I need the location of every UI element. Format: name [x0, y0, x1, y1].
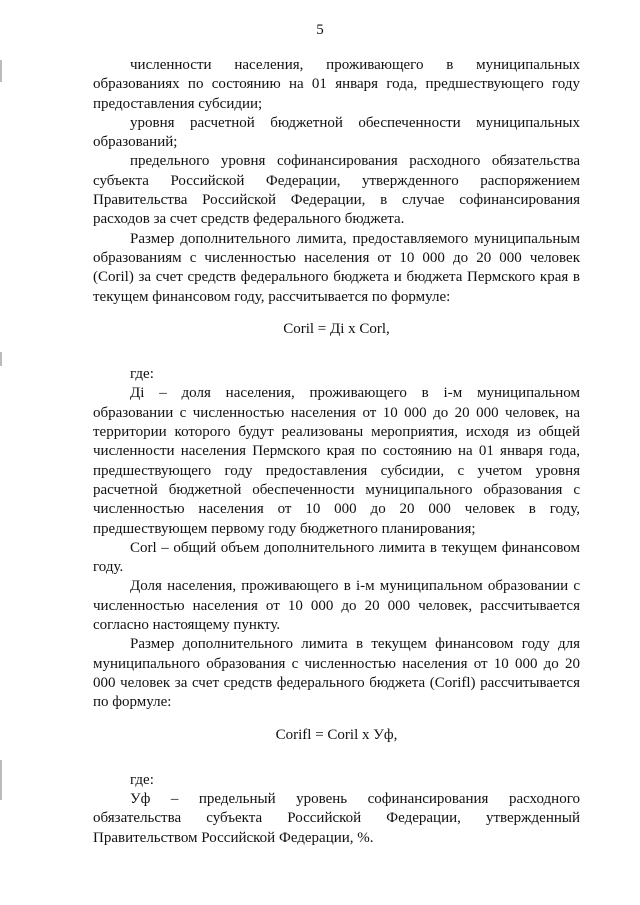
paragraph-budget-level: уровня расчетной бюджетной обеспеченности муниципальных образований; [93, 114, 580, 151]
document-body [93, 56, 580, 848]
scan-edge-mark [0, 760, 2, 800]
paragraph-federal-limit: Размер дополнительного лимита в текущем финансовом году для муниципального образования с численностью населения от 10 000 до 20 000 человек за счет средств федерального бюджета (Corifl) рассчитывается по формуле: [93, 636, 580, 711]
where-label: где: [130, 771, 154, 788]
definition-corl: Corl – общий объем дополнительного лимита в текущем финансовом году. [93, 539, 580, 576]
definition-uf: Уф – предельный уровень софинансирования расходного обязательства субъекта Российской Федерации, утвержденный Правительством Российской Федерации, %. [93, 791, 580, 846]
where-label: где: [130, 366, 154, 383]
scan-edge-mark [0, 60, 2, 82]
scan-edge-mark [0, 352, 2, 366]
formula-coril: Coril = Дi x Corl, [283, 320, 390, 337]
page-number: 5 [316, 22, 324, 38]
definition-di: Дi – доля населения, проживающего в i-м муниципальном образовании с численностью населения от 10 000 до 20 000 человек, на территории которого будут реализованы мероприятия, исходя из общей численности населения Пермского края по состоянию на 01 января года, предшествующего году предоставления субсидии, с учетом уровня расчетной бюджетной обеспеченности муниципального образования с численностью населения от 10 000 до 20 000 человек в году, предшествующем первому году бюджетного планирования; [93, 385, 580, 537]
paragraph-population: численности населения, проживающего в муниципальных образованиях по состоянию на 01 января года, предшествующего году предоставления субсидии; [93, 57, 580, 112]
paragraph-population-share: Доля населения, проживающего в i-м муниципальном образовании с численностью населения от 10 000 до 20 000 человек, рассчитывается согласно настоящему пункту. [93, 578, 580, 634]
paragraph-additional-limit: Размер дополнительного лимита, предоставляемого муниципальным образованиям с численностью населения от 10 000 до 20 000 человек (Coril) за счет средств федерального бюджета и бюджета Пермского края в текущем финансовом году, рассчитывается по формуле: [93, 230, 580, 305]
formula-corifl: Corifl = Coril x Уф, [275, 726, 398, 743]
paragraph-cofinancing-limit: предельного уровня софинансирования расходного обязательства субъекта Российской Федерации, утвержденного распоряжением Правительства Российской Федерации, в случае софинансирования расходов за счет средств федерального бюджета. [93, 153, 580, 228]
